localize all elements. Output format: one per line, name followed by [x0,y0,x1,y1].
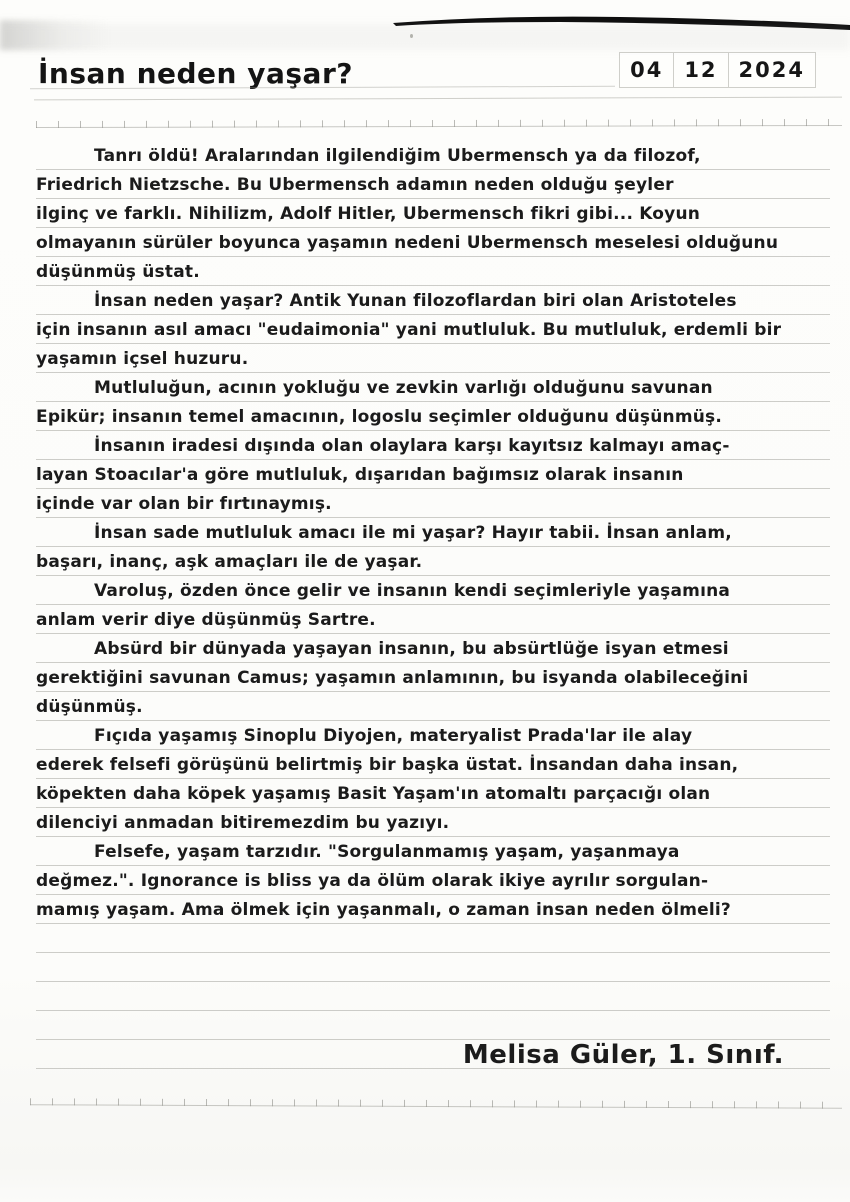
essay-body [36,141,830,1069]
text-line: Felsefe, yaşam tarzıdır. "Sorgulanmamış yaşam, yaşanmaya [94,842,680,862]
text-line: İnsanın iradesi dışında olan olaylara karşı kayıtsız kalmayı amaç- [94,436,730,456]
date-box [619,52,816,88]
text-line: Friedrich Nietzsche. Bu Ubermensch adamın neden olduğu şeyler [36,175,674,195]
empty-line [36,982,830,1011]
header [38,44,816,90]
text-line: mamış yaşam. Ama ölmek için yaşanmalı, o zaman insan neden ölmeli? [36,900,731,920]
text-line: düşünmüş üstat. [36,262,200,282]
text-line: Mutluluğun, acının yokluğu ve zevkin varlığı olduğunu savunan [94,378,713,398]
text-line: başarı, inanç, aşk amaçları ile de yaşar. [36,552,423,572]
text-line: ilginç ve farklı. Nihilizm, Adolf Hitler, Ubermensch fikri gibi... Koyun [36,204,701,224]
text-line: değmez.". Ignorance is bliss ya da ölüm olarak ikiye ayrılır sorgulan- [36,871,709,891]
text-line: olmayanın sürüler boyunca yaşamın nedeni Ubermensch meselesi olduğunu [36,233,779,253]
text-line: Absürd bir dünyada yaşayan insanın, bu absürtlüğe isyan etmesi [94,639,729,659]
text-line: İnsan neden yaşar? Antik Yunan filozoflardan biri olan Aristoteles [94,291,737,311]
date-month: 12 [674,53,728,87]
date-year: 2024 [738,58,805,82]
date-day: 04 [620,53,674,87]
text-line: dilenciyi anmadan bitiremezdim bu yazıyı. [36,813,450,833]
bottom-tick-ruler [30,1098,842,1109]
text-line: Fıçıda yaşamış Sinoplu Diyojen, materyalist Prada'lar ile alay [94,726,693,746]
text-line: düşünmüş. [36,697,143,717]
text-line: yaşamın içsel huzuru. [36,349,249,369]
text-line: gerektiğini savunan Camus; yaşamın anlamının, bu isyanda olabileceğini [36,668,749,688]
text-line: Epikür; insanın temel amacının, logoslu seçimler olduğunu düşünmüş. [36,407,723,427]
text-line: anlam verir diye düşünmüş Sartre. [36,610,376,630]
text-line: köpekten daha köpek yaşamış Basit Yaşam'ın atomaltı parçacığı olan [36,784,711,804]
text-line: içinde var olan bir fırtınaymış. [36,494,332,514]
empty-line [36,924,830,953]
empty-line [36,1011,830,1040]
empty-line [36,953,830,982]
text-line: İnsan sade mutluluk amacı ile mi yaşar? Hayır tabii. İnsan anlam, [94,523,732,543]
header-rule-line [34,97,842,101]
signature: Melisa Güler, 1. Sınıf. [462,1040,784,1070]
paper-speck [410,34,413,38]
page-title: İnsan neden yaşar? [38,57,353,90]
top-tick-ruler [36,119,842,128]
text-line: Tanrı öldü! Aralarından ilgilendiğim Ubermensch ya da filozof, [94,146,701,166]
text-line: için insanın asıl amacı "eudaimonia" yani mutluluk. Bu mutluluk, erdemli bir [36,320,782,340]
text-line: layan Stoacılar'a göre mutluluk, dışarıdan bağımsız olarak insanın [36,465,684,485]
text-line: ederek felsefi görüşünü belirtmiş bir başka üstat. İnsandan daha insan, [36,755,739,775]
text-line: Varoluş, özden önce gelir ve insanın kendi seçimleriyle yaşamına [94,581,731,601]
